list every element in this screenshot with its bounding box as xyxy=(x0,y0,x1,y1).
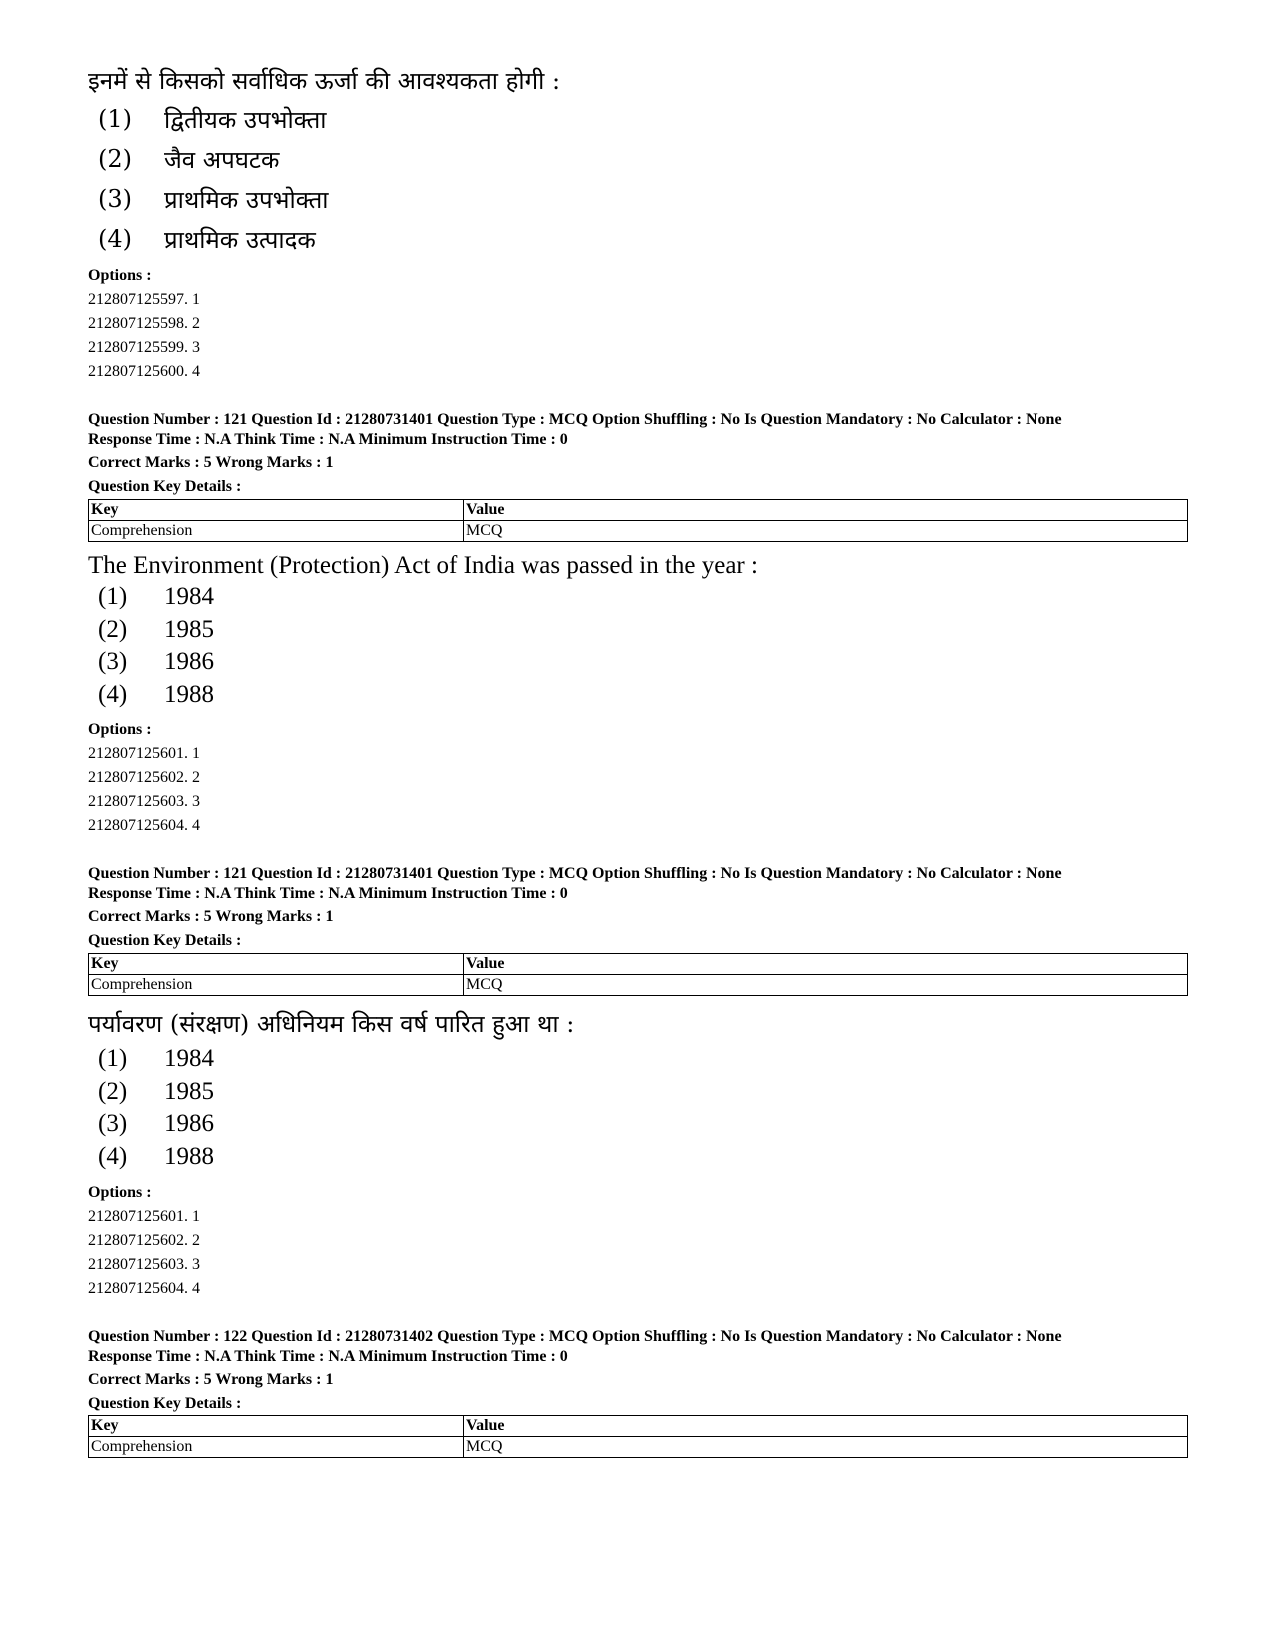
table-header-value: Value xyxy=(464,500,1188,521)
key-details-table-wrap xyxy=(88,1415,1188,1458)
table-row xyxy=(89,975,1188,996)
table-header-key: Key xyxy=(89,500,464,521)
options-section xyxy=(88,264,1188,384)
question-meta-line: Question Number : 122 Question Id : 21280731402 Question Type : MCQ Option Shuffling : No Is Question Mandatory : No Calculator : None xyxy=(88,1328,1062,1345)
question-block-121-en xyxy=(88,551,1188,711)
options-label: Options : xyxy=(88,721,152,738)
option-id: 212807125602. 2 xyxy=(88,769,200,786)
key-details-table xyxy=(88,953,1188,996)
question-meta-line: Question Number : 121 Question Id : 21280731401 Question Type : MCQ Option Shuffling : No Is Question Mandatory : No Calculator : None xyxy=(88,865,1062,882)
option-id: 212807125603. 3 xyxy=(88,793,200,810)
question-block-121-hi xyxy=(88,1009,1188,1173)
table-cell-key: Comprehension xyxy=(89,1437,464,1458)
choice-item: (2) जैव अपघटक xyxy=(98,145,280,174)
table-cell-key: Comprehension xyxy=(89,975,464,996)
choice-item: (1) 1984 xyxy=(98,583,214,611)
key-details-table xyxy=(88,1415,1188,1458)
option-id: 212807125602. 2 xyxy=(88,1232,200,1249)
choice-item: (2) 1985 xyxy=(98,615,214,643)
choice-item: (1) द्वितीयक उपभोक्ता xyxy=(98,105,327,134)
option-id: 212807125603. 3 xyxy=(88,1256,200,1273)
option-id: 212807125597. 1 xyxy=(88,291,200,308)
table-cell-value: MCQ xyxy=(464,1437,1188,1458)
option-id: 212807125604. 4 xyxy=(88,1280,200,1297)
key-details-table xyxy=(88,499,1188,542)
table-row xyxy=(89,521,1188,542)
choice-item: (4) 1988 xyxy=(98,680,214,708)
table-header-row xyxy=(89,500,1188,521)
table-header-row xyxy=(89,1416,1188,1437)
table-cell-key: Comprehension xyxy=(89,521,464,542)
choice-item: (1) 1984 xyxy=(98,1045,214,1073)
table-header-key: Key xyxy=(89,1416,464,1437)
question-meta xyxy=(88,1327,1188,1413)
question-timing-line: Response Time : N.A Think Time : N.A Minimum Instruction Time : 0 xyxy=(88,1347,568,1365)
option-id: 212807125600. 4 xyxy=(88,363,200,380)
marks-line: Correct Marks : 5 Wrong Marks : 1 xyxy=(88,454,334,471)
choice-item: (3) 1986 xyxy=(98,648,214,676)
question-meta xyxy=(88,864,1188,950)
marks-line: Correct Marks : 5 Wrong Marks : 1 xyxy=(88,1371,334,1388)
table-header-row xyxy=(89,954,1188,975)
marks-line: Correct Marks : 5 Wrong Marks : 1 xyxy=(88,908,334,925)
question-meta xyxy=(88,410,1188,496)
choice-item: (4) 1988 xyxy=(98,1142,214,1170)
choice-item: (4) प्राथमिक उत्पादक xyxy=(98,225,316,254)
choice-item: (3) 1986 xyxy=(98,1110,214,1138)
question-timing-line: Response Time : N.A Think Time : N.A Minimum Instruction Time : 0 xyxy=(88,430,568,448)
question-timing-line: Response Time : N.A Think Time : N.A Minimum Instruction Time : 0 xyxy=(88,884,568,902)
options-section xyxy=(88,1181,1188,1301)
key-details-table-wrap xyxy=(88,953,1188,996)
table-header-value: Value xyxy=(464,1416,1188,1437)
option-id: 212807125598. 2 xyxy=(88,315,200,332)
options-section xyxy=(88,718,1188,838)
table-row xyxy=(89,1437,1188,1458)
choice-item: (2) 1985 xyxy=(98,1077,214,1105)
option-id: 212807125601. 1 xyxy=(88,745,200,762)
option-id: 212807125601. 1 xyxy=(88,1208,200,1225)
key-details-label: Question Key Details : xyxy=(88,477,242,495)
option-id: 212807125599. 3 xyxy=(88,339,200,356)
table-header-value: Value xyxy=(464,954,1188,975)
options-label: Options : xyxy=(88,267,152,284)
choice-list xyxy=(88,1043,1188,1173)
question-stem: इनमें से किसको सर्वाधिक ऊर्जा की आवश्यकता होगी : xyxy=(88,67,561,95)
question-meta-line: Question Number : 121 Question Id : 21280731401 Question Type : MCQ Option Shuffling : No Is Question Mandatory : No Calculator : None xyxy=(88,411,1062,428)
question-stem: पर्यावरण (संरक्षण) अधिनियम किस वर्ष पारित हुआ था : xyxy=(88,1010,575,1038)
question-block-top xyxy=(88,66,1188,256)
key-details-label: Question Key Details : xyxy=(88,1394,242,1412)
choice-list xyxy=(88,102,1188,256)
table-header-key: Key xyxy=(89,954,464,975)
table-cell-value: MCQ xyxy=(464,975,1188,996)
option-id: 212807125604. 4 xyxy=(88,817,200,834)
key-details-table-wrap xyxy=(88,499,1188,542)
choice-item: (3) प्राथमिक उपभोक्ता xyxy=(98,185,329,214)
options-label: Options : xyxy=(88,1184,152,1201)
choice-list xyxy=(88,581,1188,711)
key-details-label: Question Key Details : xyxy=(88,931,242,949)
question-stem: The Environment (Protection) Act of India was passed in the year : xyxy=(88,552,758,579)
table-cell-value: MCQ xyxy=(464,521,1188,542)
